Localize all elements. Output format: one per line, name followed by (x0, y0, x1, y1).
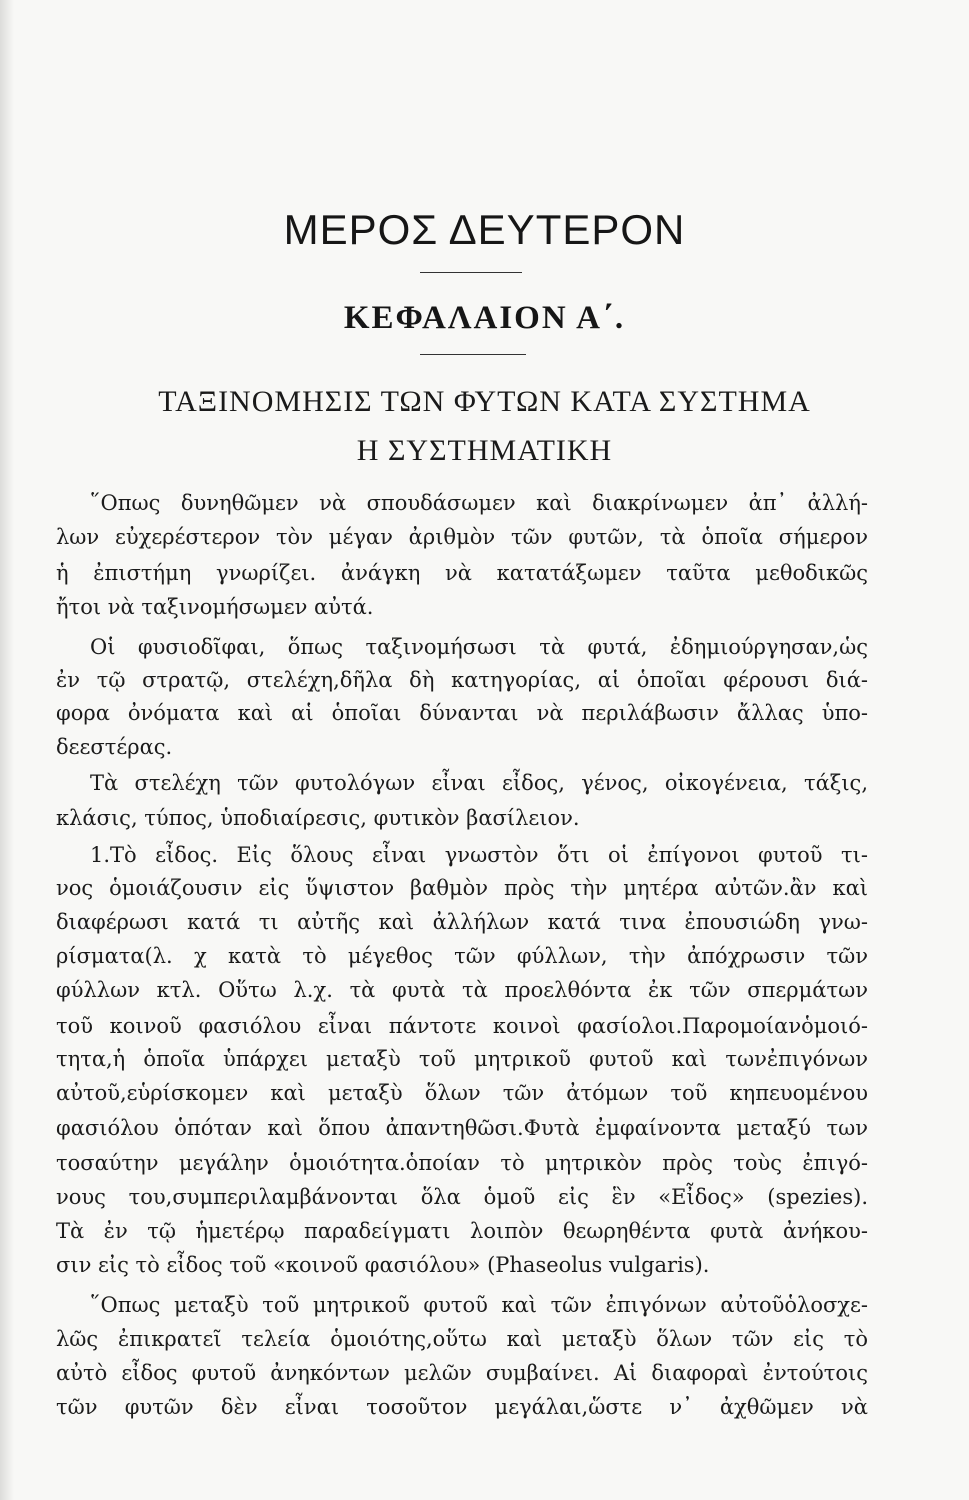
text-line: τῶν φυτῶν δὲν εἶναι τοσοῦτον μεγάλαι,ὥστε ν᾿ ἀχθῶμεν νὰ (56, 1395, 868, 1419)
text-line: κλάσις, τύπος, ὑποδιαίρεσις, φυτικὸν βασίλειον. (56, 806, 580, 830)
text-line: λων εὐχερέστερον τὸν μέγαν ἀριθμὸν τῶν φυτῶν, τὰ ὁποῖα σήμερον (56, 525, 868, 549)
text-line: αὐτοῦ,εὑρίσκομεν καὶ μεταξὺ ὅλων τῶν ἀτόμων τοῦ κηπευομένου (56, 1081, 868, 1105)
text-line: νους του,συμπεριλαμβάνονται ὅλα ὁμοῦ εἰς ἓν «Εἶδος» (spezies). (56, 1185, 868, 1209)
text-line: Τὰ ἐν τῷ ἡμετέρῳ παραδείγματι λοιπὸν θεωρηθέντα φυτὰ ἀνήκου- (56, 1219, 868, 1243)
text-line: 1.Τὸ εἶδος. Εἰς ὅλους εἶναι γνωστὸν ὅτι οἱ ἐπίγονοι φυτοῦ τι- (90, 843, 868, 867)
text-line: φασιόλου ὁπόταν καὶ ὅπου ἀπαντηθῶσι.Φυτὰ ἐμφαίνοντα μεταξύ των (56, 1116, 868, 1140)
text-line: σιν εἰς τὸ εἶδος τοῦ «κοινοῦ φασιόλου» (Phaseolus vulgaris). (56, 1253, 710, 1277)
text-line: ἤτοι νὰ ταξινομήσωμεν αὐτά. (56, 595, 374, 619)
text-line: ρίσματα(λ. χ κατὰ τὸ μέγεθος τῶν φύλλων, τὴν ἀπόχρωσιν τῶν (56, 944, 868, 968)
text-line: ἡ ἐπιστήμη γνωρίζει. ἀνάγκη νὰ κατατάξωμεν ταῦτα μεθοδικῶς (56, 561, 868, 585)
chapter-title: ΚΕΦΑΛΑΙΟΝ Α΄. (343, 300, 626, 336)
section-subtitle: Η ΣΥΣΤΗΜΑΤΙΚΗ (356, 434, 613, 467)
part-title: ΜΕΡΟΣ ΔΕΥΤΕΡΟΝ (283, 206, 686, 253)
text-line: φύλλων κτλ. Οὕτω λ.χ. τὰ φυτὰ τὰ προελθόντα ἐκ τῶν σπερμάτων (56, 978, 868, 1002)
text-line: αὐτὸ εἶδος φυτοῦ ἀνηκόντων μελῶν συμβαίνει. Αἱ διαφοραὶ ἐντούτοις (56, 1361, 868, 1385)
text-line: νος ὁμοιάζουσιν εἰς ὕψιστον βαθμὸν πρὸς τὴν μητέρα αὐτῶν.ἂν καὶ (56, 876, 868, 900)
text-line: Οἱ φυσιοδῖφαι, ὅπως ταξινομήσωσι τὰ φυτά, ἐδημιούργησαν,ὡς (90, 635, 868, 659)
text-line: ἐν τῷ στρατῷ, στελέχη,δῆλα δὴ κατηγορίας, αἱ ὁποῖαι φέρουσι διά- (56, 668, 868, 692)
text-line: Τὰ στελέχη τῶν φυτολόγων εἶναι εἶδος, γένος, οἰκογένεια, τάξις, (90, 771, 868, 795)
text-line: δεεστέρας. (56, 735, 173, 759)
chapter-divider (420, 354, 526, 355)
text-line: φορα ὀνόματα καὶ αἱ ὁποῖαι δύνανται νὰ περιλάβωσιν ἄλλας ὑπο- (56, 701, 868, 725)
text-line: λῶς ἐπικρατεῖ τελεία ὁμοιότης,οὕτω καὶ μεταξὺ ὅλων τῶν εἰς τὸ (56, 1327, 868, 1351)
section-title: ΤΑΞΙΝΟΜΗΣΙΣ ΤΩΝ ΦΥΤΩΝ ΚΑΤΑ ΣΥΣΤΗΜΑ (158, 385, 811, 418)
text-line: ῞Οπως δυνηθῶμεν νὰ σπουδάσωμεν καὶ διακρίνωμεν ἀπ᾿ ἀλλή- (90, 491, 868, 515)
text-line: τοῦ κοινοῦ φασιόλου εἶναι πάντοτε κοινοὶ φασίολοι.Παρομοίανὁμοιό- (56, 1014, 868, 1038)
title-divider (420, 272, 522, 273)
text-line: τοσαύτην μεγάλην ὁμοιότητα.ὁποίαν τὸ μητρικὸν πρὸς τοὺς ἐπιγό- (56, 1151, 868, 1175)
text-line: τητα,ἡ ὁποῖα ὑπάρχει μεταξὺ τοῦ μητρικοῦ φυτοῦ καὶ τωνἐπιγόνων (56, 1047, 868, 1071)
text-line: ῞Οπως μεταξὺ τοῦ μητρικοῦ φυτοῦ καὶ τῶν ἐπιγόνων αὐτοῦὁλοσχε- (90, 1293, 868, 1317)
text-line: διαφέρωσι κατά τι αὐτῆς καὶ ἀλλήλων κατά τινα ἐπουσιώδη γνω- (56, 910, 868, 934)
